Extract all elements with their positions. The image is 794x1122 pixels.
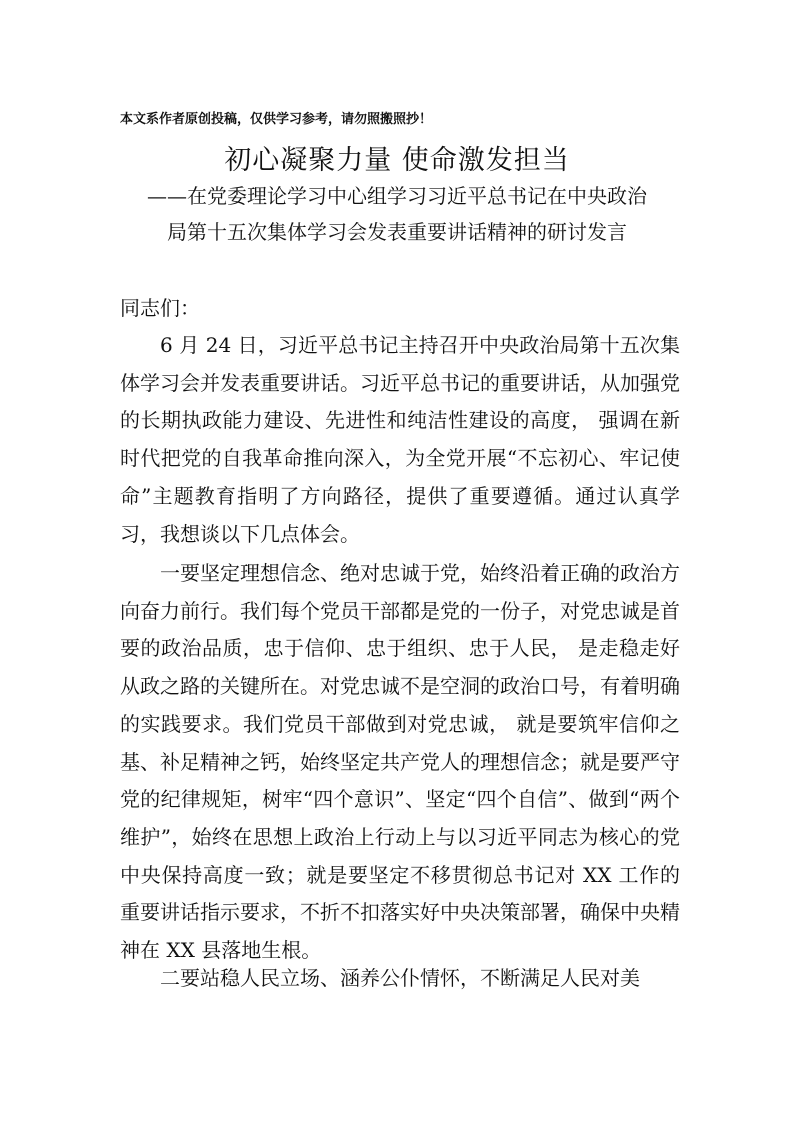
disclaimer-note: 本文系作者原创投稿，仅供学习参考，请勿照搬照抄！ — [120, 112, 433, 127]
paragraph-intro: 6 月 24 日，习近平总书记主持召开中央政治局第十五次集体学习会并发表重要讲话。习近平总书记的重要讲话，从加强党的长期执政能力建设、先进性和纯洁性建设的高度， 强调在新时代把党的自我革命推向深入，为全党开展“不忘初心、牢记使命”主题教育指明了方向路径，提供了重要遵循。通过认真学习，我想谈以下几点体会。 — [120, 333, 680, 546]
greeting: 同志们： — [120, 296, 200, 320]
document-title: 初心凝聚力量 使命激发担当 — [224, 145, 570, 176]
paragraph-point-two: 二要站稳人民立场、涵养公仆情怀，不断满足人民对美 — [160, 966, 640, 990]
subtitle-line-2: 局第十五次集体学习会发表重要讲话精神的研讨发言 — [167, 220, 627, 244]
paragraph-point-one: 一要坚定理想信念、绝对忠诚于党，始终沿着正确的政治方向奋力前行。我们每个党员干部都是党的一份子，对党忠诚是首要的政治品质，忠于信仰、忠于组织、忠于人民， 是走稳走好从政之路的关键所在。对党忠诚不是空洞的政治口号，有着明确的实践要求。我们党员干部做到对党忠诚， 就是要筑牢信仰之基、补足精神之钙，始终坚定共产党人的理想信念；就是要严守党的纪律规矩，树牢“四个意识”、坚定“四个自信”、做到“两个维护”，始终在思想上政治上行动上与以习近平同志为核心的党中央保持高度一致；就是要坚定不移贯彻总书记对 XX 工作的重要讲话指示要求，不折不扣落实好中央决策部署，确保中央精神在 XX 县落地生根。 — [120, 561, 680, 963]
subtitle-line-1: ——在党委理论学习中心组学习习近平总书记在中央政治 — [147, 184, 647, 208]
